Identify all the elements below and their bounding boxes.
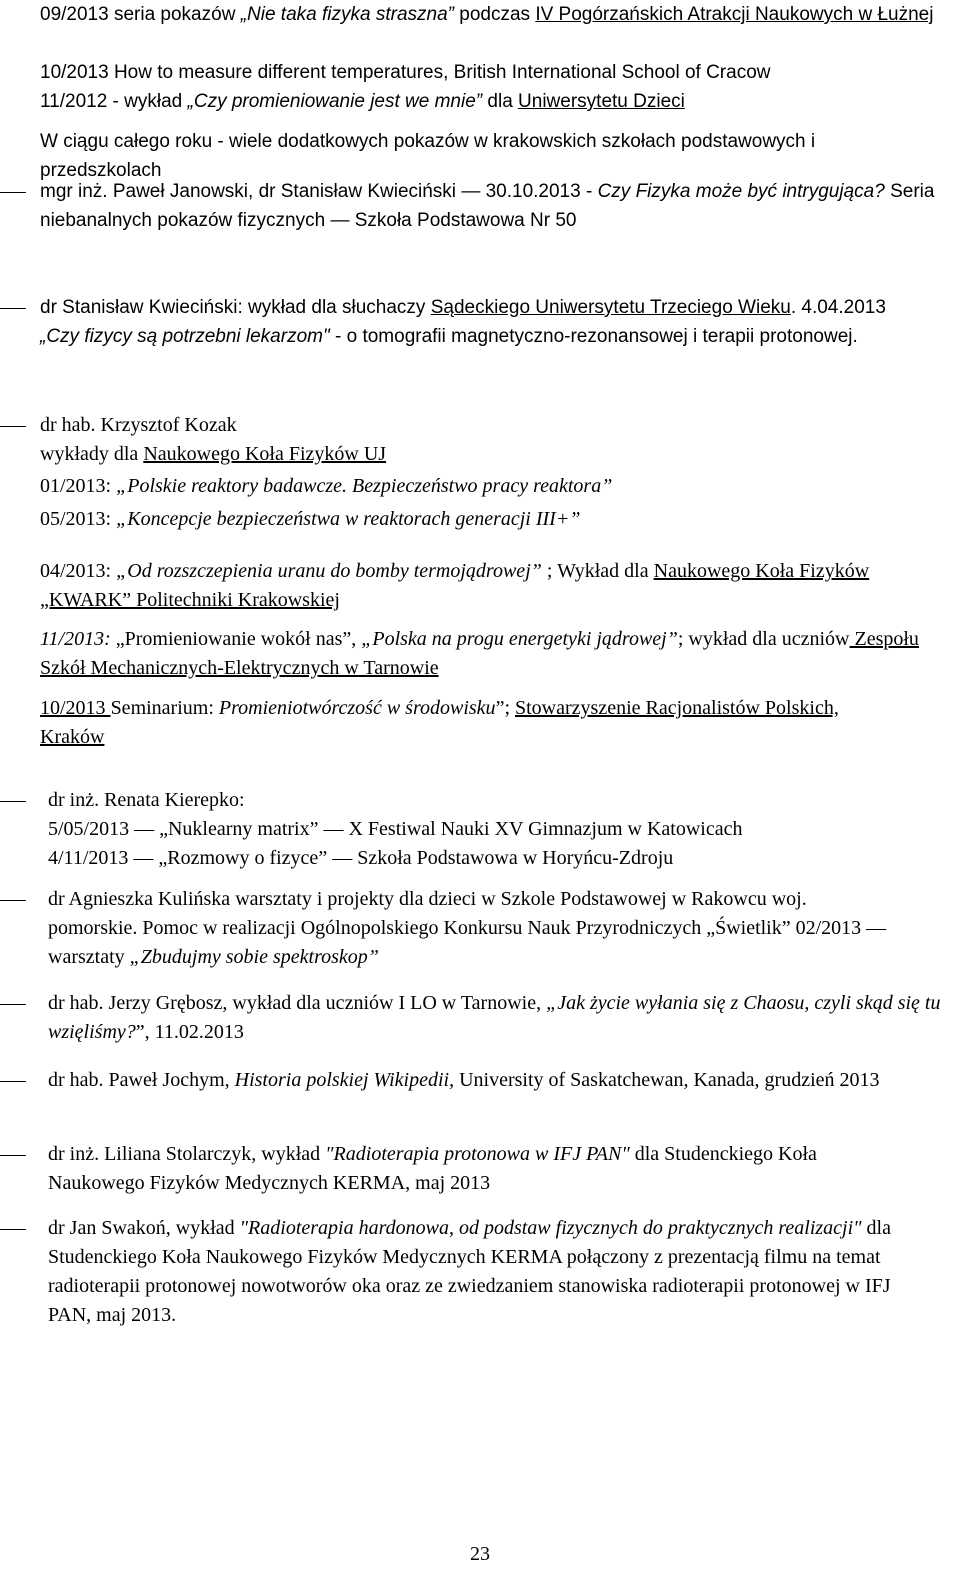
entry-text: - o tomografii magnetyczno-rezonansowej i terapii protonowej. xyxy=(329,326,858,347)
entry-text: 10/2013 How to measure different temperatures, British International School of Cracow xyxy=(40,62,771,83)
entry-date: 10/2013 xyxy=(40,697,111,719)
entry-title: Historia polskiej Wikipedii, xyxy=(234,1069,455,1091)
entry-text: ”; xyxy=(495,697,515,719)
entry-text: 5/05/2013 ― „Nuklearny matrix” ― X Festiwal Nauki XV Gimnazjum w Katowicach xyxy=(48,818,743,840)
list-dash xyxy=(0,900,26,901)
kozak-2013-01 xyxy=(40,472,945,501)
srp-link[interactable]: Stowarzyszenie Racjonalistów Polskich, Kraków xyxy=(40,697,839,748)
kozak-2013-11 xyxy=(40,625,945,683)
entry-text: ; Wykład dla xyxy=(541,560,654,582)
entry-swakon xyxy=(48,1214,928,1330)
page-number: 23 xyxy=(470,1543,490,1565)
zsme-link[interactable]: Zespołu Szkół Mechanicznych-Elektrycznych w Tarnowie xyxy=(40,628,919,679)
entry-title: Promieniotwórczość w środowisku xyxy=(218,697,496,719)
list-dash xyxy=(0,1155,26,1156)
entry-grebosz xyxy=(48,989,948,1047)
kwark-link[interactable]: Naukowego Koła Fizyków „KWARK” Politechniki Krakowskiej xyxy=(40,560,870,611)
entry-text: 09/2013 seria pokazów xyxy=(40,4,241,25)
entry-text: 05/2013: xyxy=(40,508,117,530)
entry-text: dr inż. Liliana Stolarczyk, wykład xyxy=(48,1143,326,1165)
entry-text: dla Studenckiego Koła Naukowego Fizyków Medycznych KERMA połączony z prezentacją filmu na temat radioterapii protonowej nowotworów oka oraz ze zwiedzaniem stanowiska radioterapii protonowej w IFJ PAN, maj 2013. xyxy=(48,1217,891,1326)
entry-text: Seria niebanalnych pokazów fizycznych xyxy=(40,181,935,231)
entry-title: „Zbudujmy sobie spektroskop” xyxy=(129,946,379,968)
entry-text: ”, 11.02.2013 xyxy=(135,1021,244,1043)
dash-icon: ― xyxy=(330,210,350,231)
entry-text: dr Stanisław Kwieciński: wykład dla słuchaczy xyxy=(40,297,431,318)
entry-text: mgr inż. Paweł Janowski, dr Stanisław Kwieciński xyxy=(40,181,462,202)
entry-text: dla xyxy=(482,91,519,112)
entry-title: „Czy promieniowanie jest we mnie” xyxy=(187,91,483,112)
entry-2013-09 xyxy=(40,0,945,29)
kierepko-name xyxy=(48,786,945,815)
entry-title: „Czy fizycy są potrzebni lekarzom" xyxy=(40,326,330,347)
entry-text: Seminarium: xyxy=(110,697,219,719)
entry-text: dr Agnieszka Kulińska warsztaty i projekty dla dzieci w Szkole Podstawowej w Rakowcu woj. pomorskie. Pomoc w realizacji Ogólnopolskiego Konkursu Nauk Przyrodniczych „Świetlik” 02/2013 ― warsztaty xyxy=(48,888,887,968)
kozak-2013-10 xyxy=(40,694,860,752)
nkf-uj-link[interactable]: Naukowego Koła Fizyków UJ xyxy=(143,443,387,465)
entry-text: University of Saskatchewan, Kanada, grudzień 2013 xyxy=(454,1069,880,1091)
entry-text: „Promieniowanie wokół nas”, xyxy=(110,628,362,650)
entry-text: 30.10.2013 - xyxy=(480,181,598,202)
entry-text: 04/2013: xyxy=(40,560,117,582)
kozak-2013-04 xyxy=(40,557,945,615)
entry-text: Szkoła Podstawowa Nr 50 xyxy=(349,210,577,231)
entry-title: „Koncepcje bezpieczeństwa w reaktorach generacji III+” xyxy=(116,508,581,530)
entry-text: 11/2012 - wykład xyxy=(40,91,188,112)
list-dash xyxy=(0,1004,26,1005)
list-dash xyxy=(0,308,26,309)
entry-title: „Jak życie wyłania się z Chaosu, czyli skąd się tu wzięliśmy? xyxy=(48,992,941,1043)
entry-text: W ciągu całego roku - wiele dodatkowych pokazów w krakowskich szkołach podstawowych i przedszkolach xyxy=(40,131,816,181)
entry-text: 4/11/2013 ― „Rozmowy o fizyce” ― Szkoła Podstawowa w Horyńcu-Zdroju xyxy=(48,847,674,869)
entry-title: „Polska na progu energetyki jądrowej” xyxy=(361,628,678,650)
list-dash xyxy=(0,801,26,802)
entry-text: ; wykład dla uczniów xyxy=(677,628,850,650)
entry-text: . 4.04.2013 xyxy=(790,297,886,318)
entry-text: dr hab. Paweł Jochym, xyxy=(48,1069,235,1091)
entry-janowski xyxy=(40,177,945,235)
dash-icon: ― xyxy=(461,181,481,202)
entry-title: „Nie taka fizyka straszna” xyxy=(240,4,454,25)
entry-title: "Radioterapia hardonowa, od podstaw fizycznych do praktycznych realizacji" xyxy=(239,1217,862,1239)
kierepko-2013-11 xyxy=(48,844,945,873)
entry-jochym xyxy=(48,1066,908,1095)
entry-text: 01/2013: xyxy=(40,475,117,497)
person-name: dr inż. Renata Kierepko: xyxy=(48,789,245,811)
list-dash xyxy=(0,1081,26,1082)
entry-text: dr Jan Swakoń, wykład xyxy=(48,1217,240,1239)
entry-kulinska xyxy=(48,885,888,972)
entry-title: "Radioterapia protonowa w IFJ PAN" xyxy=(325,1143,630,1165)
uniwersytet-dzieci-link[interactable]: Uniwersytetu Dzieci xyxy=(518,91,685,112)
event-link[interactable]: IV Pogórzańskich Atrakcji Naukowych w Łużnej xyxy=(535,4,934,25)
entry-text: dla Studenckiego Koła Naukowego Fizyków Medycznych KERMA, maj 2013 xyxy=(48,1143,817,1194)
kozak-2013-05 xyxy=(40,505,945,534)
entry-date: 11/2013: xyxy=(40,628,111,650)
entry-text: wykłady dla xyxy=(40,443,144,465)
entry-text: dr hab. Jerzy Grębosz, wykład dla uczniów I LO w Tarnowie, xyxy=(48,992,547,1014)
entry-title: „Polskie reaktory badawcze. Bezpieczeństwo pracy reaktora” xyxy=(116,475,613,497)
entry-title: Czy Fizyka może być intrygująca? xyxy=(597,181,885,202)
list-dash xyxy=(0,426,26,427)
list-dash xyxy=(0,192,26,193)
entry-text: podczas xyxy=(453,4,536,25)
entry-2012-11 xyxy=(40,87,945,116)
list-dash xyxy=(0,1229,26,1230)
utw-link[interactable]: Sądeckiego Uniwersytetu Trzeciego Wieku xyxy=(430,297,791,318)
kierepko-2013-05 xyxy=(48,815,945,844)
entry-kwiecinski xyxy=(40,293,910,351)
kozak-line xyxy=(40,440,945,469)
kozak-name xyxy=(40,411,945,440)
entry-2013-10 xyxy=(40,58,945,87)
entry-stolarczyk xyxy=(48,1140,868,1198)
entry-title: „Od rozszczepienia uranu do bomby termojądrowej” xyxy=(116,560,542,582)
person-name: dr hab. Krzysztof Kozak xyxy=(40,414,237,436)
